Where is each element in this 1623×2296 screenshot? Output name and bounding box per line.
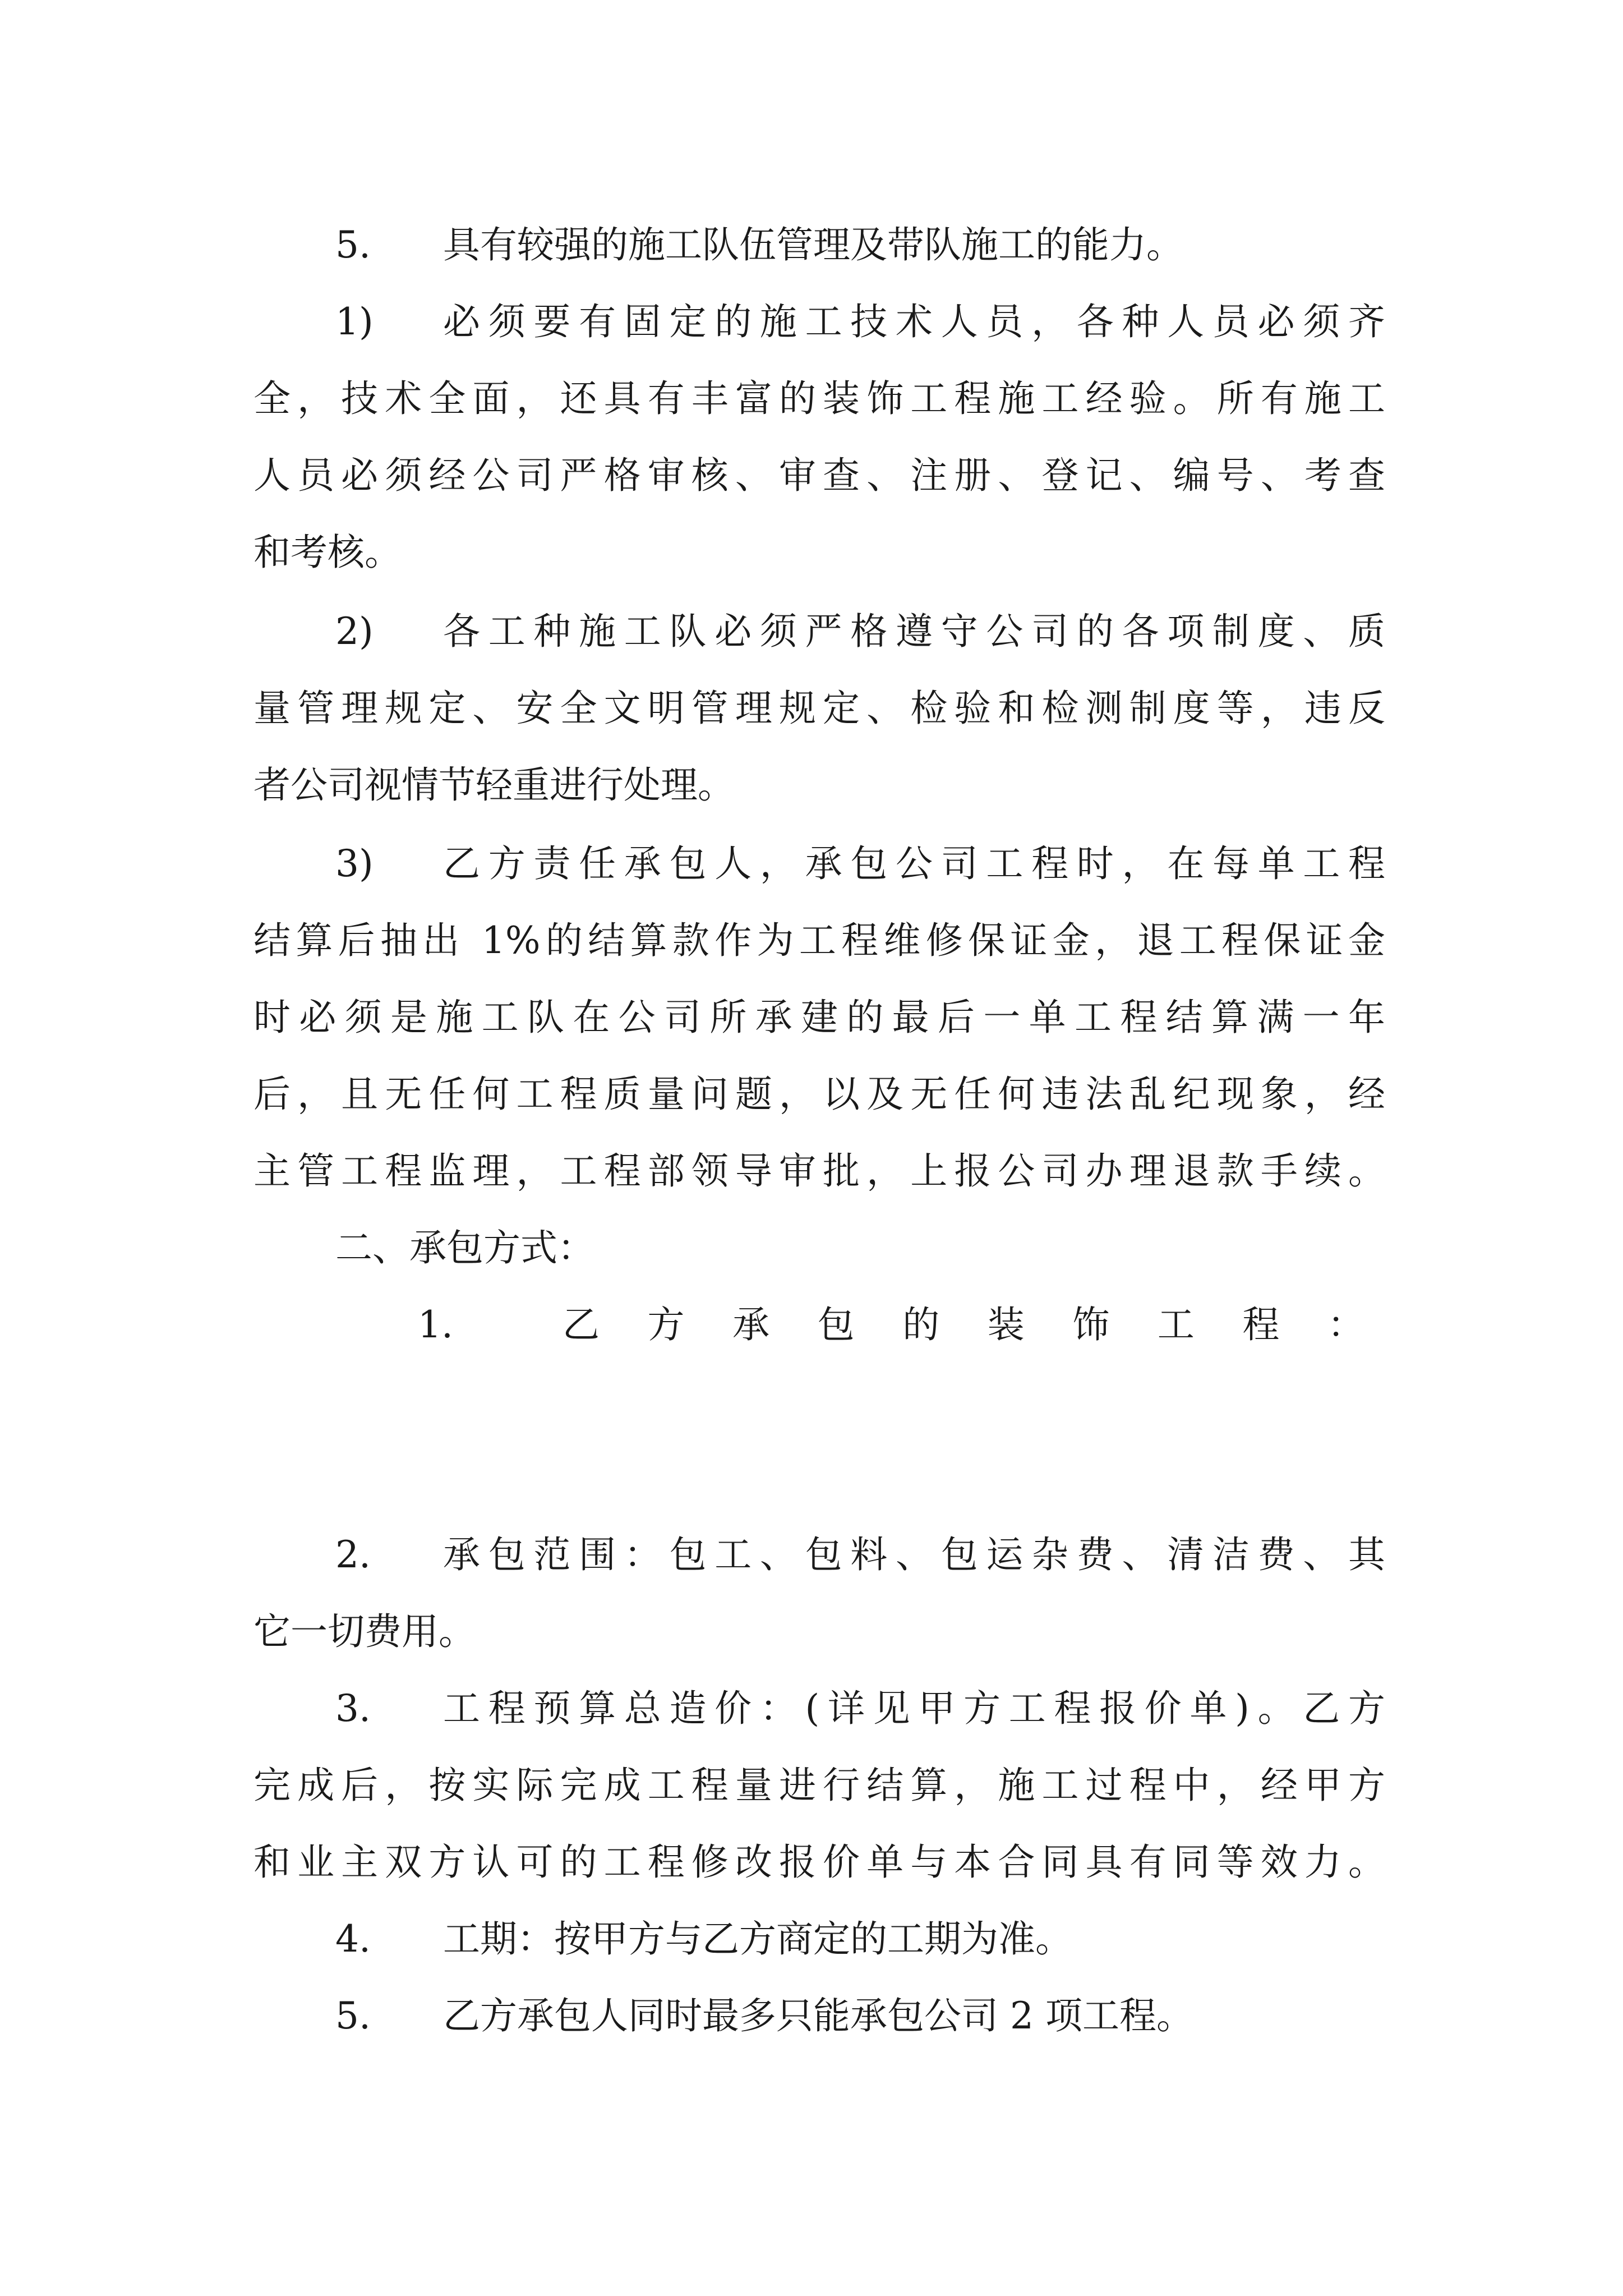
item-number: 3) [335,842,374,885]
paragraph-text: 全，技术全面，还具有丰富的装饰工程施工经验。所有施工 [253,377,1385,420]
section-title: 二、承包方式： [335,1226,594,1269]
item-number: 3. [335,1687,371,1730]
item-number: 4. [335,1917,371,1961]
item-text: 必须要有固定的施工技术人员，各种人员必须齐 [443,300,1385,343]
paragraph-text: 者公司视情节轻重进行处理。 [253,763,735,807]
paragraph-text: 和考核。 [253,531,402,574]
item-3 [0,1686,1623,1731]
spaced-char: ： [1327,1303,1364,1346]
paragraph-line [0,686,1623,731]
item-number: 5. [335,223,371,266]
paragraph-text: 后，且无任何工程质量问题，以及无任何违法乱纪现象，经 [253,1073,1385,1116]
paragraph-line [0,376,1623,421]
item-text: 工程预算总造价：(详见甲方工程报价单)。乙方 [443,1687,1385,1730]
spaced-text [562,1303,1364,1347]
paragraph-text: 结算后抽出 1%的结算款作为工程维修保证金，退工程保证金 [253,919,1385,962]
paragraph-line [0,1609,1623,1654]
item-1-wide [0,1303,1623,1347]
spaced-char: 承 [732,1303,770,1346]
item-number: 1. [418,1303,453,1346]
paragraph-line [0,1840,1623,1885]
paragraph-line [0,763,1623,808]
item-5-heading [0,223,1623,268]
spaced-char: 装 [987,1303,1025,1346]
spaced-char: 包 [817,1303,855,1346]
spaced-char: 的 [902,1303,940,1346]
spaced-char: 工 [1157,1303,1195,1346]
paragraph-line [0,1763,1623,1808]
item-text: 各工种施工队必须严格遵守公司的各项制度、质 [443,610,1385,653]
item-number: 5. [335,1994,371,2037]
item-text: 具有较强的施工队伍管理及带队施工的能力。 [443,223,1183,266]
spaced-char: 饰 [1072,1303,1110,1346]
paragraph-text: 人员必须经公司严格审核、审查、注册、登记、编号、考查 [253,454,1385,497]
item-text: 乙方责任承包人，承包公司工程时，在每单工程 [443,842,1385,885]
spaced-char: 方 [647,1303,685,1346]
sub-item-2 [0,609,1623,654]
paragraph-text: 主管工程监理，工程部领导审批，上报公司办理退款手续。 [253,1149,1385,1193]
spaced-char: 乙 [562,1303,600,1346]
item-4 [0,1917,1623,1962]
paragraph-line [0,1149,1623,1194]
paragraph-line [0,1072,1623,1117]
item-text: 工期：按甲方与乙方商定的工期为准。 [443,1917,1072,1961]
item-number: 2. [335,1533,371,1576]
section-heading [0,1226,1623,1271]
item-number: 2) [335,610,374,653]
item-text: 承包范围：包工、包料、包运杂费、清洁费、其 [443,1533,1385,1576]
item-number: 1) [335,300,374,343]
paragraph-text: 和业主双方认可的工程修改报价单与本合同具有同等效力。 [253,1841,1385,1884]
sub-item-3 [0,841,1623,886]
spaced-char: 程 [1242,1303,1280,1346]
paragraph-line [0,995,1623,1040]
paragraph-line [0,453,1623,498]
paragraph-text: 完成后，按实际完成工程量进行结算，施工过程中，经甲方 [253,1764,1385,1807]
paragraph-text: 量管理规定、安全文明管理规定、检验和检测制度等，违反 [253,687,1385,730]
item-5 [0,1994,1623,2039]
sub-item-1 [0,300,1623,344]
paragraph-line [0,918,1623,963]
paragraph-line [0,530,1623,575]
item-2 [0,1533,1623,1577]
paragraph-text: 时必须是施工队在公司所承建的最后一单工程结算满一年 [253,996,1385,1039]
paragraph-text: 它一切费用。 [253,1610,476,1653]
item-text: 乙方承包人同时最多只能承包公司 2 项工程。 [443,1994,1193,2037]
